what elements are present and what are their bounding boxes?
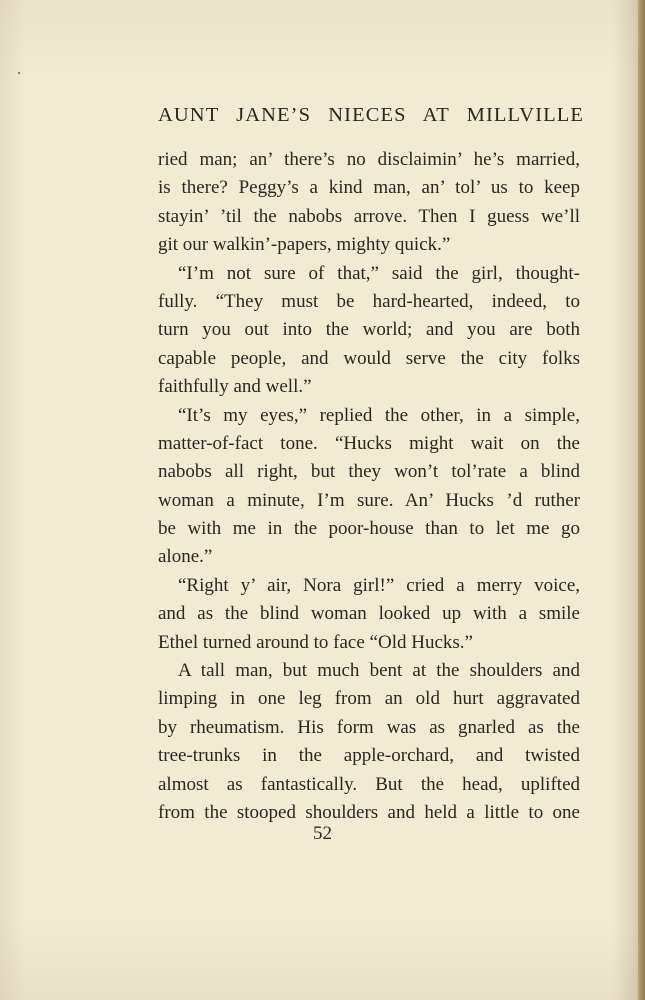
- text-line: “It’s my eyes,” replied the other, in a simple,: [178, 404, 580, 426]
- text-line: turn you out into the world; and you are both: [158, 319, 580, 341]
- text-line: capable people, and would serve the city folks: [158, 347, 580, 369]
- text-line: ried man; an’ there’s no disclaimin’ he’s married,: [158, 149, 580, 170]
- text-line: be with me in the poor-house than to let me go: [158, 518, 580, 540]
- text-line: is there? Peggy’s a kind man, an’ tol’ us to keep: [158, 177, 580, 199]
- text-line: “I’m not sure of that,” said the girl, thought-: [178, 262, 580, 284]
- page-number: 52: [313, 823, 332, 844]
- text-line: woman a minute, I’m sure. An’ Hucks ’d ruther: [158, 489, 580, 511]
- page-edge: [638, 0, 645, 1000]
- text-line: “Right y’ air, Nora girl!” cried a merry voice,: [178, 574, 580, 596]
- text-line: and as the blind woman looked up with a smile: [158, 603, 580, 625]
- page-body: [158, 146, 580, 827]
- text-line: stayin’ ’til the nabobs arrove. Then I guess we’ll: [158, 205, 580, 227]
- text-line: nabobs all right, but they won’t tol’rate a blind: [158, 461, 580, 483]
- text-line: Ethel turned around to face “Old Hucks.”: [158, 631, 473, 653]
- text-line: alone.”: [158, 546, 213, 568]
- text-line: limping in one leg from an old hurt aggravated: [158, 688, 580, 710]
- text-line: A tall man, but much bent at the shoulders and: [178, 660, 580, 682]
- text-line: matter-of-fact tone. “Hucks might wait on the: [158, 432, 580, 454]
- paper-speck: [18, 72, 20, 74]
- running-header: AUNT JANE’S NIECES AT MILLVILLE: [158, 104, 584, 126]
- text-line: from the stooped shoulders and held a little to one: [158, 801, 580, 823]
- text-line: fully. “They must be hard-hearted, indeed, to: [158, 290, 580, 312]
- text-line: by rheumatism. His form was as gnarled as the: [158, 716, 580, 738]
- text-line: tree-trunks in the apple-orchard, and twisted: [158, 745, 580, 767]
- text-line: almost as fantastically. But the head, uplifted: [158, 773, 580, 795]
- text-line: git our walkin’-papers, mighty quick.”: [158, 234, 451, 256]
- text-line: faithfully and well.”: [158, 376, 312, 398]
